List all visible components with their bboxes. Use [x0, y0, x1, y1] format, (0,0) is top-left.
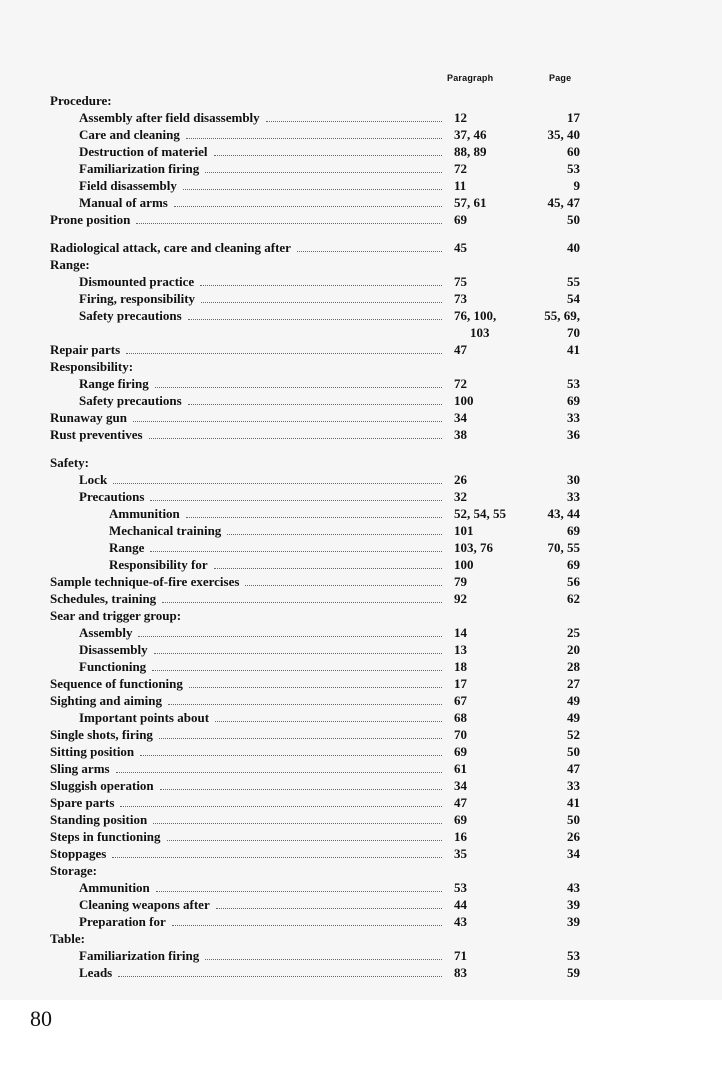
leader-dots — [167, 823, 442, 841]
entry-page: 43, 44 — [547, 506, 580, 521]
leader-dots — [118, 959, 442, 977]
entry-paragraph: 68 — [454, 710, 467, 725]
entry-page: 49 — [567, 693, 580, 708]
entry-paragraph: 103, 76 — [454, 540, 493, 555]
entry-paragraph: 38 — [454, 427, 467, 442]
entry-paragraph: 72 — [454, 376, 467, 391]
entry-paragraph: 13 — [454, 642, 467, 657]
entry-paragraph: 79 — [454, 574, 467, 589]
entry-paragraph: 73 — [454, 291, 467, 306]
entry-term: Safety precautions — [79, 308, 182, 323]
index-entry — [50, 211, 580, 228]
entry-paragraph: 69 — [454, 744, 467, 759]
entry-paragraph: 83 — [454, 965, 467, 980]
entry-paragraph: 69 — [454, 812, 467, 827]
entry-term: Radiological attack, care and cleaning after — [50, 240, 291, 255]
entry-page: 69 — [567, 557, 580, 572]
entry-page: 62 — [567, 591, 580, 606]
entry-page: 53 — [567, 161, 580, 176]
leader-dots — [205, 155, 442, 173]
entry-page: 50 — [567, 812, 580, 827]
leader-dots — [245, 568, 442, 586]
leader-dots — [186, 500, 442, 518]
entry-paragraph: 52, 54, 55 — [454, 506, 506, 521]
entry-term: Care and cleaning — [79, 127, 180, 142]
entry-page: 39 — [567, 897, 580, 912]
leader-dots — [183, 172, 442, 190]
entry-term: Familiarization firing — [79, 948, 200, 963]
entry-page: 45, 47 — [547, 195, 580, 210]
entry-page: 28 — [567, 659, 580, 674]
entry-paragraph: 35 — [454, 846, 467, 861]
entry-paragraph: 69 — [454, 212, 467, 227]
leader-dots — [186, 121, 442, 139]
entry-page: 30 — [567, 472, 580, 487]
entry-paragraph: 47 — [454, 795, 467, 810]
entry-paragraph: 47 — [454, 342, 467, 357]
entry-term: Leads — [79, 965, 113, 980]
entry-paragraph: 34 — [454, 778, 467, 793]
leader-dots — [215, 704, 442, 722]
entry-paragraph: 71 — [454, 948, 467, 963]
entry-page: 40 — [567, 240, 580, 255]
entry-term: Dismounted practice — [79, 274, 195, 289]
entry-paragraph: 32 — [454, 489, 467, 504]
entry-term: Sequence of functioning — [50, 676, 183, 691]
entry-page: 26 — [567, 829, 580, 844]
entry-term: Assembly after field disassembly — [79, 110, 260, 125]
entry-paragraph: 101 — [454, 523, 474, 538]
entry-page: 41 — [567, 342, 580, 357]
entry-term: Assembly — [79, 625, 133, 640]
entry-page: 70, 55 — [547, 540, 580, 555]
entry-page: 25 — [567, 625, 580, 640]
leader-dots — [162, 585, 442, 603]
entry-page: 69 — [567, 393, 580, 408]
entry-page: 41 — [567, 795, 580, 810]
entry-paragraph: 18 — [454, 659, 467, 674]
entry-page: 69 — [567, 523, 580, 538]
leader-dots — [168, 687, 442, 705]
leader-dots — [214, 138, 442, 156]
entry-paragraph: 45 — [454, 240, 467, 255]
entry-term: Destruction of materiel — [79, 144, 208, 159]
entry-page: 53 — [567, 948, 580, 963]
entry-page: 56 — [567, 574, 580, 589]
entry-term: Functioning — [79, 659, 147, 674]
column-header-page: Page — [549, 73, 572, 83]
entry-paragraph: 43 — [454, 914, 467, 929]
leader-dots — [216, 891, 442, 909]
entry-term: Sighting and aiming — [50, 693, 162, 708]
entry-term: Rust preventives — [50, 427, 143, 442]
entry-term: Range firing — [79, 376, 149, 391]
entry-paragraph: 100 — [454, 557, 474, 572]
entry-term: Field disassembly — [79, 178, 177, 193]
entry-term: Mechanical training — [109, 523, 222, 538]
entry-term: Procedure: — [50, 93, 112, 108]
leader-dots — [214, 551, 442, 569]
leader-dots — [205, 942, 442, 960]
entry-term: Responsibility for — [109, 557, 208, 572]
entry-term: Disassembly — [79, 642, 148, 657]
entry-paragraph: 61 — [454, 761, 467, 776]
entry-term: Sitting position — [50, 744, 135, 759]
entry-term: Range — [109, 540, 145, 555]
entry-paragraph: 26 — [454, 472, 467, 487]
entry-term: Sear and trigger group: — [50, 608, 182, 623]
entry-page: 27 — [567, 676, 580, 691]
index-entry — [50, 307, 580, 324]
entry-term: Steps in functioning — [50, 829, 161, 844]
entry-page: 33 — [567, 489, 580, 504]
entry-term: Responsibility: — [50, 359, 134, 374]
leader-dots — [140, 738, 442, 756]
entry-page: 60 — [567, 144, 580, 159]
leader-dots — [126, 336, 442, 354]
entry-term: Manual of arms — [79, 195, 168, 210]
index-entry — [50, 590, 580, 607]
leader-dots — [113, 466, 442, 484]
entry-page: 34 — [567, 846, 580, 861]
leader-dots — [160, 772, 442, 790]
entry-term: Runaway gun — [50, 410, 127, 425]
entry-term: Table: — [50, 931, 85, 946]
entry-page: 50 — [567, 744, 580, 759]
entry-term: Storage: — [50, 863, 97, 878]
entry-term: Repair parts — [50, 342, 121, 357]
leader-dots — [174, 189, 442, 207]
entry-paragraph: 14 — [454, 625, 467, 640]
entry-term: Sluggish operation — [50, 778, 154, 793]
entry-page: 33 — [567, 778, 580, 793]
index-entry — [50, 341, 580, 358]
entry-term: Precautions — [79, 489, 145, 504]
entry-term: Sling arms — [50, 761, 110, 776]
entry-term: Cleaning weapons after — [79, 897, 210, 912]
entry-paragraph: 103 — [470, 325, 490, 340]
entry-term: Schedules, training — [50, 591, 157, 606]
entry-paragraph: 44 — [454, 897, 467, 912]
index-entry — [50, 913, 580, 930]
entry-term: Important points about — [79, 710, 210, 725]
leader-dots — [112, 840, 442, 858]
entry-term: Range: — [50, 257, 90, 272]
leader-dots — [172, 908, 442, 926]
leader-dots — [201, 285, 442, 303]
entry-paragraph: 34 — [454, 410, 467, 425]
entry-term: Familiarization firing — [79, 161, 200, 176]
entry-page: 9 — [573, 178, 580, 193]
entry-page: 33 — [567, 410, 580, 425]
entry-page: 53 — [567, 376, 580, 391]
entry-term: Lock — [79, 472, 108, 487]
entry-page: 36 — [567, 427, 580, 442]
entry-page: 35, 40 — [547, 127, 580, 142]
leader-dots — [116, 755, 442, 773]
entry-page: 55, 69, — [544, 308, 580, 323]
entry-paragraph: 88, 89 — [454, 144, 487, 159]
leader-dots — [188, 302, 442, 320]
leader-dots — [133, 404, 442, 422]
entry-term: Standing position — [50, 812, 148, 827]
entry-paragraph: 70 — [454, 727, 467, 742]
leader-dots — [136, 206, 442, 224]
entry-term: Ammunition — [109, 506, 180, 521]
entry-term: Sample technique-of-fire exercises — [50, 574, 240, 589]
entry-page: 20 — [567, 642, 580, 657]
entry-paragraph: 76, 100, — [454, 308, 497, 323]
leader-dots — [155, 370, 442, 388]
leader-dots — [150, 483, 442, 501]
leader-dots — [138, 619, 442, 637]
entry-paragraph: 92 — [454, 591, 467, 606]
entry-paragraph: 37, 46 — [454, 127, 487, 142]
entry-page: 43 — [567, 880, 580, 895]
entry-page: 17 — [567, 110, 580, 125]
entry-paragraph: 12 — [454, 110, 467, 125]
leader-dots — [159, 721, 442, 739]
leader-dots — [154, 636, 442, 654]
entry-paragraph: 17 — [454, 676, 467, 691]
leader-dots — [156, 874, 442, 892]
leader-dots — [297, 234, 442, 252]
entry-paragraph: 75 — [454, 274, 467, 289]
leader-dots — [120, 789, 442, 807]
entry-term: Stoppages — [50, 846, 107, 861]
entry-term: Preparation for — [79, 914, 166, 929]
entry-term: Spare parts — [50, 795, 115, 810]
entry-paragraph: 67 — [454, 693, 467, 708]
entry-term: Single shots, firing — [50, 727, 153, 742]
entry-page: 49 — [567, 710, 580, 725]
entry-paragraph: 11 — [454, 178, 467, 193]
entry-page: 52 — [567, 727, 580, 742]
index-entry — [50, 964, 580, 981]
leader-dots — [266, 104, 442, 122]
entry-term: Safety precautions — [79, 393, 182, 408]
entry-paragraph: 53 — [454, 880, 467, 895]
entry-page: 47 — [567, 761, 580, 776]
leader-dots — [153, 806, 442, 824]
entry-page: 59 — [567, 965, 580, 980]
entry-page: 50 — [567, 212, 580, 227]
leader-dots — [189, 670, 442, 688]
entry-page: 39 — [567, 914, 580, 929]
entry-term: Prone position — [50, 212, 131, 227]
index-entry — [50, 239, 580, 256]
entry-page: 55 — [567, 274, 580, 289]
entry-page: 70 — [567, 325, 580, 340]
leader-dots — [200, 268, 442, 286]
entry-paragraph: 72 — [454, 161, 467, 176]
page-number: 80 — [30, 1006, 52, 1031]
index-entry — [50, 426, 580, 443]
leader-dots — [227, 517, 442, 535]
leader-dots — [150, 534, 442, 552]
entry-paragraph: 100 — [454, 393, 474, 408]
leader-dots — [149, 421, 442, 439]
entry-term: Ammunition — [79, 880, 150, 895]
entry-term: Safety: — [50, 455, 89, 470]
leader-dots — [188, 387, 442, 405]
entry-term: Firing, responsibility — [79, 291, 196, 306]
entry-paragraph: 57, 61 — [454, 195, 487, 210]
entry-page: 54 — [567, 291, 580, 306]
index-entry — [50, 845, 580, 862]
leader-dots — [152, 653, 442, 671]
column-header-paragraph: Paragraph — [447, 73, 494, 83]
entry-paragraph: 16 — [454, 829, 467, 844]
